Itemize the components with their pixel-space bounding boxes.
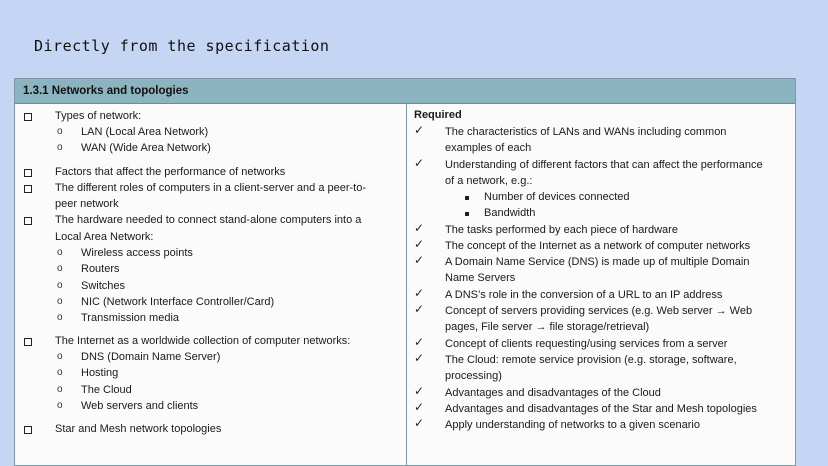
checkbox-icon (24, 169, 32, 177)
req-cloud-adv: Advantages and disadvantages of the Cloud (445, 387, 661, 399)
req-lan-wan: The characteristics of LANs and WANs including common (445, 126, 727, 138)
req-dns-cont: Name Servers (445, 272, 516, 284)
topic-roles-cont: peer network (55, 198, 119, 210)
subtopic-media: Transmission media (81, 312, 180, 324)
req-factors-cont: of a network, e.g.: (445, 175, 533, 187)
subtopic-webservers: Web servers and clients (81, 400, 199, 412)
subtopic-wan: WAN (Wide Area Network) (81, 142, 211, 154)
req-devices: Number of devices connected (484, 191, 630, 203)
check-icon: ✓ (414, 123, 425, 137)
circle-bullet-icon: o (57, 384, 63, 395)
req-factors: Understanding of different factors that can affect the performance (445, 159, 763, 171)
topic-roles: The different roles of computers in a client-server and a peer-to- (55, 182, 367, 194)
checkbox-icon (24, 185, 32, 193)
check-icon: ✓ (414, 302, 425, 316)
circle-bullet-icon: o (57, 280, 63, 291)
check-icon: ✓ (414, 221, 425, 235)
req-servers: Concept of servers providing services (e.g. Web server → Web (445, 305, 753, 317)
check-icon: ✓ (414, 156, 425, 170)
req-dns: A Domain Name Service (DNS) is made up of multiple Domain (445, 256, 750, 268)
circle-bullet-icon: o (57, 351, 63, 362)
subtopic-dns: DNS (Domain Name Server) (81, 351, 221, 363)
subtopic-cloud: The Cloud (81, 384, 132, 396)
requirements-column (407, 104, 795, 466)
circle-bullet-icon: o (57, 367, 63, 378)
checkbox-icon (24, 217, 32, 225)
topic-hardware: The hardware needed to connect stand-alone computers into a (55, 214, 362, 226)
subtopic-switches: Switches (81, 280, 126, 292)
circle-bullet-icon: o (57, 400, 63, 411)
subtopic-routers: Routers (81, 263, 120, 275)
req-apply: Apply understanding of networks to a given scenario (445, 419, 700, 431)
topics-column (15, 104, 407, 466)
req-dns-role: A DNS’s role in the conversion of a URL to an IP address (445, 289, 723, 301)
req-topology-adv: Advantages and disadvantages of the Star and Mesh topologies (445, 403, 757, 415)
req-clients: Concept of clients requesting/using services from a server (445, 338, 728, 350)
check-icon: ✓ (414, 416, 425, 430)
circle-bullet-icon: o (57, 296, 63, 307)
checkbox-icon (24, 426, 32, 434)
square-bullet-icon (465, 212, 469, 216)
topic-factors: Factors that affect the performance of networks (55, 166, 286, 178)
req-lan-wan-cont: examples of each (445, 142, 532, 154)
circle-bullet-icon: o (57, 142, 63, 153)
specification-table (14, 78, 796, 466)
subtopic-wap: Wireless access points (81, 247, 193, 259)
section-title: 1.3.1 Networks and topologies (15, 79, 795, 104)
req-cloud: The Cloud: remote service provision (e.g. storage, software, (445, 354, 737, 366)
required-heading: Required (414, 109, 462, 121)
square-bullet-icon (465, 196, 469, 200)
topic-hardware-cont: Local Area Network: (55, 231, 154, 243)
check-icon: ✓ (414, 335, 425, 349)
req-bandwidth: Bandwidth (484, 207, 536, 219)
subtopic-nic: NIC (Network Interface Controller/Card) (81, 296, 275, 308)
topic-star-mesh: Star and Mesh network topologies (55, 423, 222, 435)
req-internet: The concept of the Internet as a network of computer networks (445, 240, 751, 252)
circle-bullet-icon: o (57, 312, 63, 323)
subtopic-lan: LAN (Local Area Network) (81, 126, 209, 138)
req-servers-cont: pages, File server → file storage/retrieval) (445, 321, 650, 333)
req-cloud-cont: processing) (445, 370, 502, 382)
check-icon: ✓ (414, 351, 425, 365)
topic-internet: The Internet as a worldwide collection of computer networks: (55, 335, 351, 347)
check-icon: ✓ (414, 253, 425, 267)
req-hardware: The tasks performed by each piece of hardware (445, 224, 678, 236)
check-icon: ✓ (414, 384, 425, 398)
topic-types-of-network: Types of network: (55, 110, 142, 122)
checkbox-icon (24, 338, 32, 346)
check-icon: ✓ (414, 400, 425, 414)
subtopic-hosting: Hosting (81, 367, 119, 379)
circle-bullet-icon: o (57, 247, 63, 258)
check-icon: ✓ (414, 286, 425, 300)
checkbox-icon (24, 113, 32, 121)
check-icon: ✓ (414, 237, 425, 251)
slide-heading: Directly from the specification (34, 37, 330, 55)
circle-bullet-icon: o (57, 126, 63, 137)
circle-bullet-icon: o (57, 263, 63, 274)
